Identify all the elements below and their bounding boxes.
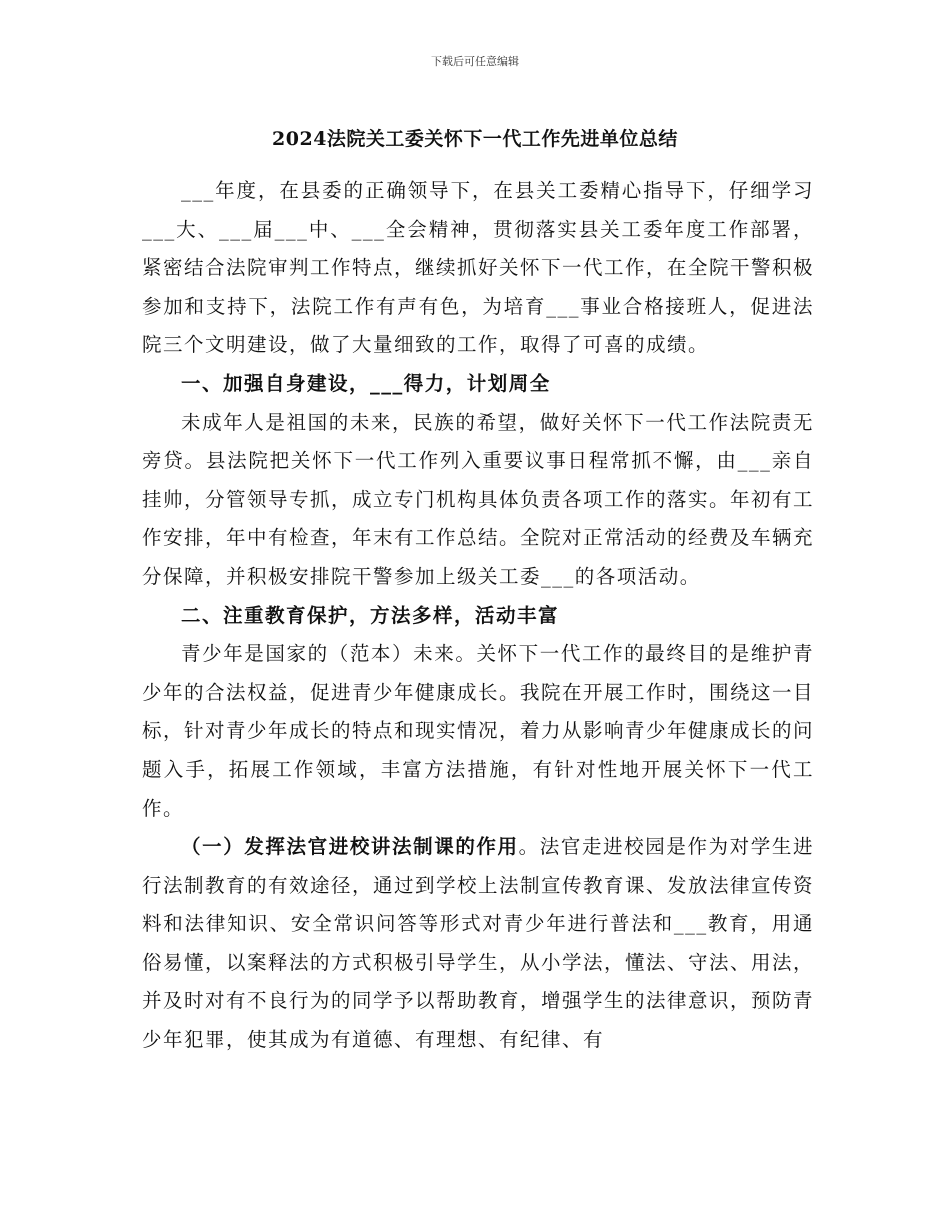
document-title: 2024法院关工委关怀下一代工作先进单位总结	[272, 128, 678, 150]
section1-paragraph: 未成年人是祖国的未来，民族的希望，做好关怀下一代工作法院责无旁贷。县法院把关怀下一代工作列入重要议事日程常抓不懈，由___亲自挂帅，分管领导专抓，成立专门机构具体负责各项工作的落实。年初有工作安排，年中有检查，年末有工作总结。全院对正常活动的经费及车辆充分保障，并积极安排院干警参加上级关工委___的各项活动。	[142, 410, 815, 588]
document-body	[142, 172, 814, 1060]
section1-heading: 一、加强自身建设，___得力，计划周全	[181, 371, 551, 395]
subsection1-paragraph	[142, 828, 814, 1060]
subsection1-lead: （一）发挥法官进校讲法制课的作用	[181, 835, 519, 859]
section2-paragraph: 青少年是国家的（范本）未来。关怀下一代工作的最终目的是维护青少年的合法权益，促进青少年健康成长。我院在开展工作时，围绕这一目标，针对青少年成长的特点和现实情况，着力从影响青少年健康成长的问题入手，拓展工作领域，丰富方法措施，有针对性地开展关怀下一代工作。	[142, 642, 815, 820]
subsection1-body: 。法官走进校园是作为对学生进行法制教育的有效途径，通过到学校上法制宣传教育课、发放法律宣传资料和法律知识、安全常识问答等形式对青少年进行普法和___教育，用通俗易懂，以案释法的方式积极引导学生，从小学法，懂法、守法、用法，并及时对有不良行为的同学予以帮助教育，增强学生的法律意识，预防青少年犯罪，使其成为有道德、有理想、有纪律、有	[142, 835, 815, 1052]
section2-heading: 二、注重教育保护，方法多样，活动丰富	[181, 603, 560, 627]
intro-paragraph: ___年度，在县委的正确领导下，在县关工委精心指导下，仔细学习___大、___届___中、___全会精神，贯彻落实县关工委年度工作部署，紧密结合法院审判工作特点，继续抓好关怀下一代工作，在全院干警积极参加和支持下，法院工作有声有色，为培育___事业合格接班人，促进法院三个文明建设，做了大量细致的工作，取得了可喜的成绩。	[142, 179, 815, 357]
header-note: 下载后可任意编辑	[431, 55, 519, 68]
